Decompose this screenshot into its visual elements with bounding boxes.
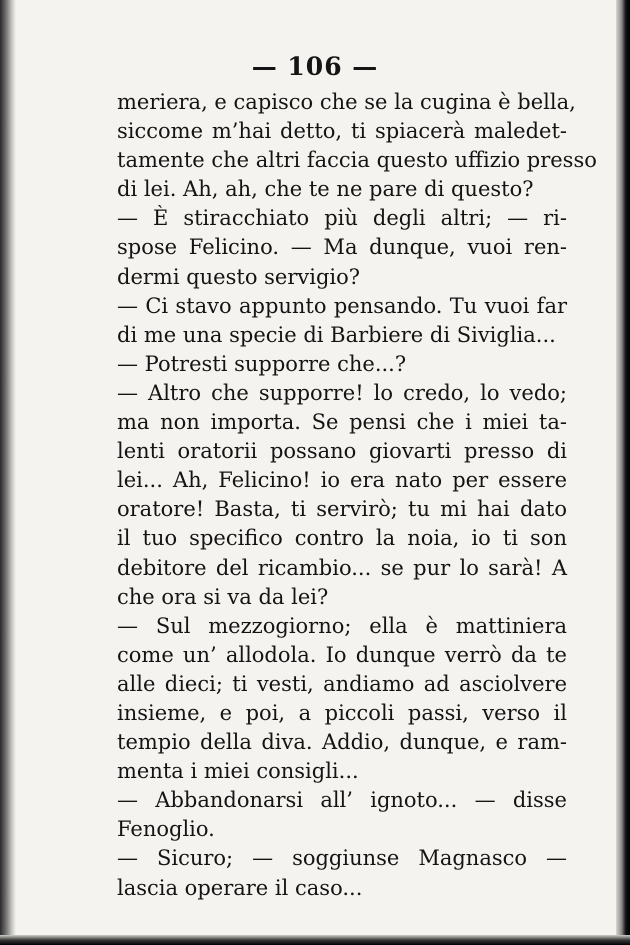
right-page-edge [616,0,630,945]
text-line: Fenoglio. [117,817,215,842]
text-line: siccome m’hai detto, ti spiacerà maledet- [117,119,567,144]
text-line: debitore del ricambio... se pur lo sarà! A [117,555,567,580]
text-line: tempio della diva. Addio, dunque, e ram- [117,730,567,755]
text-line: lascia operare il caso... [117,875,363,900]
text-line: — È stiracchiato più degli altri; — ri- [117,206,567,231]
binding-shadow [0,0,16,945]
text-line: insieme, e poi, a piccoli passi, verso il [117,700,567,725]
text-line: lenti oratorii possano giovarti presso di [117,439,567,464]
text-line: menta i miei consigli... [117,759,359,784]
page-number: — 106 — [251,52,379,81]
text-line: come un’ allodola. Io dunque verrò da te [117,642,567,667]
text-line: — Potresti supporre che...? [117,351,407,376]
text-line: che ora si va da lei? [117,584,329,609]
text-line: spose Felicino. — Ma dunque, vuoi ren- [117,235,567,260]
text-line: — Abbandonarsi all’ ignoto... — disse [117,788,567,813]
text-line: — Sul mezzogiorno; ella è mattiniera [117,613,567,638]
text-line: di me una specie di Barbiere di Siviglia... [117,322,556,347]
text-line: ma non importa. Se pensi che i miei ta- [117,410,567,435]
text-line: oratore! Basta, ti servirò; tu mi hai dato [117,497,567,522]
body-text [117,88,597,903]
text-line: il tuo specifico contro la noia, io ti son [117,526,567,551]
text-line: alle dieci; ti vesti, andiamo ad asciolvere [117,671,567,696]
text-line: — Altro che supporre! lo credo, lo vedo; [117,380,567,405]
text-line: lei... Ah, Felicino! io era nato per essere [117,468,567,493]
text-line: tamente che altri faccia questo uffizio presso [117,148,597,173]
text-line: dermi questo servigio? [117,264,361,289]
bottom-page-edge [0,935,630,945]
text-line: — Ci stavo appunto pensando. Tu vuoi far [117,293,567,318]
text-line: — Sicuro; — soggiunse Magnasco — [117,846,567,871]
text-line: di lei. Ah, ah, che te ne pare di questo? [117,177,534,202]
text-line: meriera, e capisco che se la cugina è bella, [117,90,576,114]
